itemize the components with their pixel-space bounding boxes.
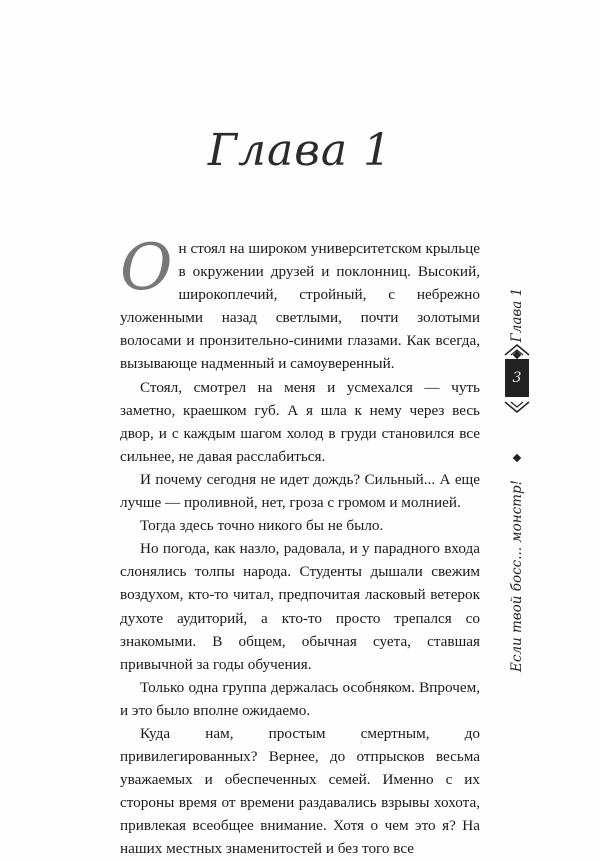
- paragraph: [120, 231, 480, 376]
- page-number: 3: [505, 359, 529, 397]
- ornament-top-icon: [503, 341, 531, 357]
- chapter-title: Глава 1: [207, 125, 393, 176]
- separator-dot-icon: [513, 454, 521, 462]
- drop-cap: О: [120, 231, 173, 305]
- running-head: [497, 255, 537, 695]
- running-head-book-title: Если твой босс... монстр!: [509, 479, 525, 673]
- paragraph: Но погода, как назло, радовала, и у парадного входа слонялись толпы народа. Студенты дышали свежим воздухом, кто-то читал, предпочитая ласковый ветерок духоте аудиторий, а кто-то просто трепался со знакомыми. В общем, обычная суета, ставшая привычной за годы обучения.: [120, 540, 480, 673]
- running-head-chapter: Глава 1: [509, 287, 525, 343]
- paragraph: И почему сегодня не идет дождь? Сильный... А еще лучше — проливной, нет, гроза с громом и молнией.: [120, 470, 480, 512]
- body-text: [120, 231, 480, 861]
- ornament-bottom-icon: [503, 400, 531, 416]
- paragraph: Тогда здесь точно никого бы не было.: [140, 517, 384, 535]
- paragraph: Только одна группа держалась особняком. Впрочем, и это было вполне ожидаемо.: [120, 678, 480, 719]
- paragraph-text: н стоял на широком университетском крыльце в окружении друзей и поклонниц. Высокий, широкоплечий, стройный, с небрежно уложенными назад светлыми, почти золотыми волосами и пронзительно-синими глазами. Как всегда, вызывающе надменный и самоуверенный.: [120, 240, 480, 373]
- paragraph: Стоял, смотрел на меня и усмехался — чуть заметно, краешком губ. А я шла к нему через весь двор, и с каждым шагом холод в груди становился все сильнее, не давая расслабиться.: [120, 378, 480, 465]
- paragraph: Куда нам, простым смертным, до привилегированных? Вернее, до отпрысков весьма уважаемых и обеспеченных семей. Именно с их стороны время от времени раздавались взрывы хохота, привлекая всеобщее внимание. Хотя о чем это я? На наших местных знаменитостей и без того все: [120, 724, 480, 858]
